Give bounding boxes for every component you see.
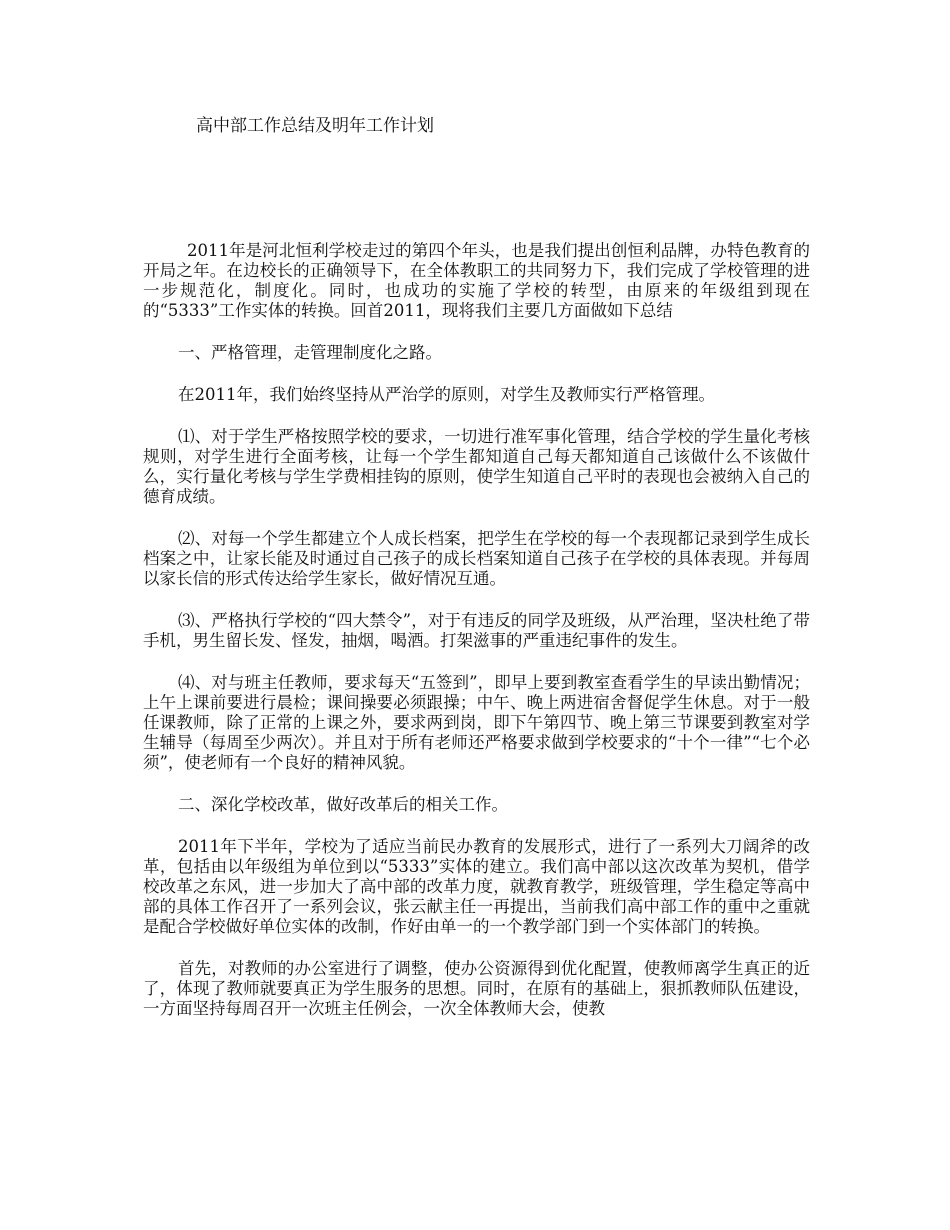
list-item-2: ⑵、对每一个学生都建立个人成长档案，把学生在学校的每一个表现都记录到学生成长档案之中，让家长能及时通过自己孩子的成长档案知道自己孩子在学校的具体表现。并每周以家长信的形式传达给学生家长，做好情况互通。 <box>143 529 810 588</box>
list-item-3: ⑶、严格执行学校的“四大禁令”，对于有违反的同学及班级，从严治理，坚决杜绝了带手机，男生留长发、怪发，抽烟，喝酒。打架滋事的严重违纪事件的发生。 <box>143 611 810 650</box>
section-heading-1: 一、严格管理，走管理制度化之路。 <box>178 343 442 362</box>
list-item-1: ⑴、对于学生严格按照学校的要求，一切进行准军事化管理，结合学校的学生量化考核规则，对学生进行全面考核，让每一个学生都知道自己每天都知道自己该做什么不该做什么，实行量化考核与学生学费相挂钩的原则，使学生知道自己平时的表现也会被纳入自己的德育成绩。 <box>143 427 810 506</box>
intro-paragraph: 2011年是河北恒利学校走过的第四个年头，也是我们提出创恒利品牌，办特色教育的开局之年。在边校长的正确领导下，在全体教职工的共同努力下，我们完成了学校管理的进一步规范化，制度化。同时，也成功的实施了学校的转型，由原来的年级组到现在的“5333”工作实体的转换。回首2011，现将我们主要几方面做如下总结 <box>143 241 810 320</box>
document-title: 高中部工作总结及明年工作计划 <box>196 116 434 136</box>
paragraph: 首先，对教师的办公室进行了调整，使办公资源得到优化配置，使教师离学生真正的近了，体现了教师就要真正为学生服务的思想。同时，在原有的基础上，狠抓教师队伍建设，一方面坚持每周召开一次班主任例会，一次全体教师大会，使教 <box>143 959 810 1018</box>
document-body <box>143 241 810 1041</box>
list-item-4: ⑷、对与班主任教师，要求每天“五签到”，即早上要到教室查看学生的早读出勤情况；上午上课前要进行晨检；课间操要必须跟操；中午、晚上两进宿舍督促学生休息。对于一般任课教师，除了正常的上课之外，要求两到岗，即下午第四节、晚上第三节课要到教室对学生辅导（每周至少两次）。并且对于所有老师还严格要求做到学校要求的“十个一律”“七个必须”，使老师有一个良好的精神风貌。 <box>143 673 810 772</box>
section-heading-2: 二、深化学校改革，做好改革后的相关工作。 <box>178 795 508 814</box>
paragraph: 在2011年，我们始终坚持从严治学的原则，对学生及教师实行严格管理。 <box>178 385 715 404</box>
paragraph: 2011年下半年，学校为了适应当前民办教育的发展形式，进行了一系列大刀阔斧的改革，包括由以年级组为单位到以“5333”实体的建立。我们高中部以这次改革为契机，借学校改革之东风，进一步加大了高中部的改革力度，就教育教学，班级管理，学生稳定等高中部的具体工作召开了一系列会议，张云献主任一再提出，当前我们高中部工作的重中之重就是配合学校做好单位实体的改制，作好由单一的一个教学部门到一个实体部门的转换。 <box>143 837 810 936</box>
